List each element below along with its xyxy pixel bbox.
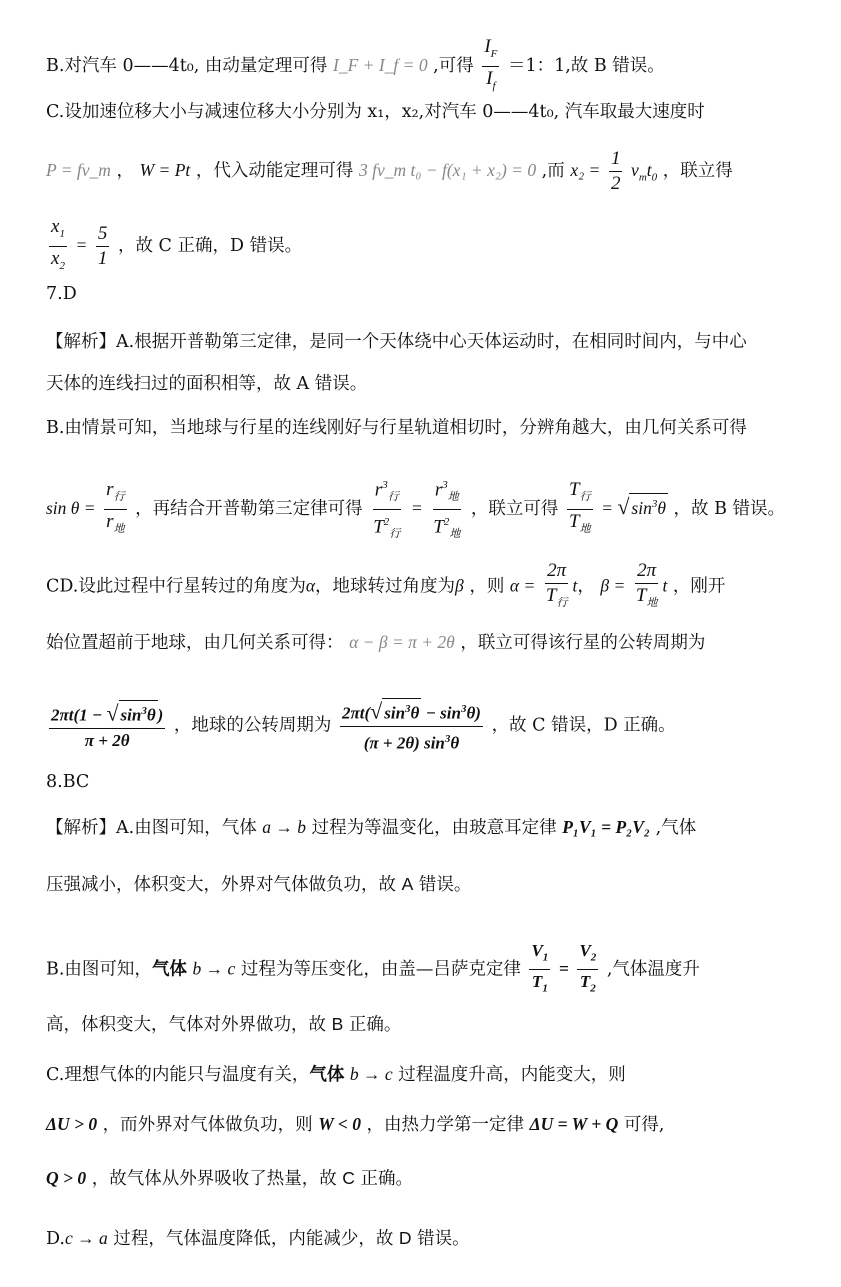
fraction-x1-x2: $\frac{x_1}{x_2}$ (51, 216, 65, 272)
bold-text: 气体 (151, 959, 187, 980)
text: C.理想气体的内能只与温度有关， (46, 1065, 310, 1085)
text: ，则 (469, 576, 505, 597)
equation: W = Pt (139, 160, 191, 180)
fraction-V1-T1: $\frac{V_1}{T_1}$ (531, 941, 549, 995)
text: 过程，气体温度降低，内能减少，故 (113, 1229, 394, 1249)
answer-heading-8: 8.BC (46, 772, 90, 792)
text: ，故 B 错误。 (673, 499, 786, 520)
fraction-r-ratio: $\frac{r_行}{r_地}$ (106, 479, 125, 535)
fraction-5-1: $\frac{5}{1}$ (97, 222, 108, 269)
text: ，地球转过角度为 (315, 576, 456, 597)
text: 过程为等温变化，由玻意耳定律 (311, 818, 557, 838)
text: ，故 C 错误，D 正确。 (491, 715, 676, 736)
fraction-beta: $\frac{2\pi}{T_地}$ (635, 560, 658, 609)
equation: W < 0 (318, 1114, 361, 1134)
option-letter: B (331, 1014, 344, 1034)
line-11 (46, 698, 811, 754)
line-12 (46, 815, 811, 840)
line-1 (46, 36, 811, 97)
bold-text: 气体 (309, 1065, 345, 1085)
text: 压强减小，体积变大，外界对气体做负功，故 (46, 875, 396, 895)
line-19 (46, 1226, 811, 1251)
text: 正确。 (348, 1015, 402, 1035)
fraction-alpha: $\frac{2\pi}{T_行}$ (545, 560, 568, 609)
text: 错误。 (417, 1229, 470, 1249)
text: ,可得 (433, 55, 474, 76)
text: ，故气体从外界吸收了热量，故 (91, 1169, 337, 1189)
equation: sin θ = (46, 498, 96, 519)
text: ，刚开 (672, 576, 726, 597)
text: ，故 C 正确，D 错误。 (117, 235, 303, 256)
line-14: B.由图可知，气体 b → c 过程为等压变化，由盖—吕萨克定律 $\frac{V_1}{T_1}$ = $\frac{V_2}{T_2}$ ,气体温度升 (46, 940, 811, 1000)
equation: α − β = π + 2θ (349, 632, 455, 652)
text: B.由图可知， (46, 959, 152, 980)
equation: P = fv_m (46, 160, 111, 180)
line-5: 【解析】A.根据开普勒第三定律，是同一个天体绕中心天体运动时，在相同时间内，与中心 (46, 332, 747, 352)
text: D. (46, 1229, 65, 1249)
text: 【解析】A.由图可知，气体 (46, 818, 257, 838)
text: ,而 (541, 161, 565, 181)
line-4: $\frac{x_1}{x_2}$ = $\frac{5}{1}$ ，故 C 正确，D 错误。 (46, 216, 811, 277)
option-letter: D (398, 1228, 412, 1248)
line-8: sin θ = $\frac{r_行}{r_地}$ ，再结合开普勒第三定律可得 $\frac{r^3_行}{T^2_行}$ = $\frac{r^3_地}{T^2_地}$ ，联立可得 $\frac{T_行}{T_地}$ = √ $\sin^3\theta$ ，故 B 错误。 (46, 474, 811, 545)
text: 过程温度升高，内能变大，则 (398, 1065, 626, 1085)
text: 正确。 (360, 1169, 413, 1189)
text: ，联立得 (662, 161, 733, 181)
equation: Q > 0 (46, 1168, 87, 1188)
answer-heading-7: 7.D (46, 284, 77, 304)
line-10 (46, 630, 811, 655)
text: ,气体 (655, 818, 697, 838)
text: ，地球的公转周期为 (173, 715, 332, 736)
text: ，联立可得该行星的公转周期为 (460, 633, 706, 653)
line-13 (46, 872, 811, 897)
line-18 (46, 1166, 811, 1191)
text: ，由热力学第一定律 (366, 1115, 525, 1135)
option-letter: C (342, 1168, 355, 1188)
equation: a → b (262, 817, 307, 837)
text: 过程为等压变化，由盖—吕萨克定律 (240, 959, 521, 980)
line-3: P = fv_m ， W = Pt ，代入动能定理可得 3 fv_m t₀ − f(x₁ + x₂) = 0 ,而 x₂ = $\frac{1}{2}$ $v_mt_0$ ，联立得 (46, 148, 733, 194)
fraction-half: $\frac{1}{2}$ (610, 148, 621, 194)
text: ＝1：1,故 B 错误。 (507, 55, 665, 76)
text: ，代入动能定理可得 (195, 161, 354, 181)
equation: b → c (192, 958, 236, 979)
equation: c → a (64, 1228, 108, 1248)
line-17 (46, 1112, 811, 1137)
equation: b → c (349, 1064, 393, 1084)
fraction-earth-period: $\frac{2\pi t(√ \sin^3\theta - \sin^3\theta)}{(\pi + 2\theta) \sin^3\theta}$ (342, 698, 481, 753)
text: ，再结合开普勒第三定律可得 (135, 499, 363, 520)
equation: P₁V₁ = P₂V₂ (562, 817, 651, 837)
line-16 (46, 1062, 811, 1087)
equation: 3 fv_m t₀ − f(x₁ + x₂) = 0 (358, 160, 537, 180)
fraction-planet-period: $\frac{2\pi t(1 - √ \sin^3\theta )}{\pi + 2\theta}$ (51, 700, 164, 750)
line-7: B.由情景可知，当地球与行星的连线刚好与行星轨道相切时，分辨角越大，由几何关系可得 (46, 418, 747, 438)
text: ，而外界对气体做负功，则 (102, 1115, 313, 1135)
text: ,气体温度升 (606, 959, 700, 980)
fraction-period-ratio: $\frac{T_行}{T_地}$ (569, 479, 591, 535)
fraction-kepler-2: $\frac{r^3_地}{T^2_地}$ (431, 474, 462, 545)
text: 可得, (623, 1115, 665, 1135)
equation: ΔU = W + Q (529, 1114, 619, 1134)
text: 始位置超前于地球，由几何关系可得： (46, 633, 344, 653)
text: B.对汽车 0——4t₀, 由动量定理可得 (46, 55, 328, 76)
fraction-kepler-1: $\frac{r^3_行}{T^2_行}$ (371, 474, 402, 545)
text: 高，体积变大，气体对外界做功，故 (46, 1015, 326, 1035)
line-6: 天体的连线扫过的面积相等，故 A 错误。 (46, 374, 368, 394)
fraction-V2-T2: $\frac{V_2}{T_2}$ (579, 941, 597, 995)
equation: x₂ = (570, 160, 601, 180)
option-letter: A (401, 874, 414, 894)
line-15 (46, 1012, 811, 1037)
equation: ΔU > 0 (46, 1114, 98, 1134)
fraction-IF-If: $\frac{I_F}{I_f}$ (484, 36, 498, 92)
line-2: C.设加速位移大小与减速位移大小分别为 x₁，x₂,对汽车 0——4t₀, 汽车取最大速度时 (46, 102, 705, 122)
equation: I_F + I_f = 0 (333, 54, 428, 75)
text: 错误。 (418, 875, 472, 895)
line-9: CD.设此过程中行星转过的角度为α，地球转过角度为β ，则 α = $\frac{2\pi}{T_行}$ t， β = $\frac{2\pi}{T_地}$ t ，刚开 (46, 560, 811, 614)
text: CD.设此过程中行星转过的角度为 (46, 576, 306, 597)
text: ，联立可得 (470, 499, 559, 520)
